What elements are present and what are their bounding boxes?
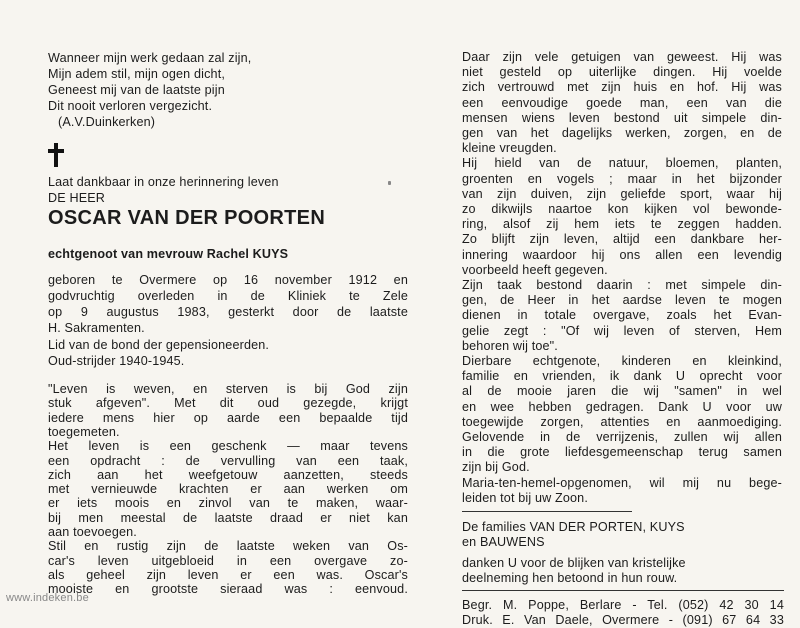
printer-line: Begr. M. Poppe, Berlare - Tel. (052) 42 30 14 bbox=[462, 598, 784, 612]
membership-line: Oud-strijder 1940-1945. bbox=[48, 354, 185, 368]
body-line: Maria-ten-hemel-opgenomen, wil mij nu bege- bbox=[462, 475, 782, 490]
de-heer-label: DE HEER bbox=[48, 191, 106, 205]
membership-line: Lid van de bond der gepensioneerden. bbox=[48, 338, 270, 352]
intro-text: Laat dankbaar in onze herinnering leven bbox=[48, 175, 279, 189]
body-line: toegemeten. bbox=[48, 424, 120, 439]
poem-line: Wanneer mijn werk gedaan zal zijn, bbox=[48, 51, 252, 65]
body-line: een opdracht : de vervulling van een taak, bbox=[48, 453, 408, 468]
body-line: Hij hield van de natuur, bloemen, planten, bbox=[462, 156, 782, 171]
body-line: als geheel zijn leven er een was. Oscar's bbox=[48, 567, 408, 582]
body-line: Dierbare echtgenote, kinderen en kleinkind, bbox=[462, 354, 782, 368]
families-line: en BAUWENS bbox=[462, 535, 545, 549]
families-line: De families VAN DER PORTEN, KUYS bbox=[462, 520, 685, 534]
body-line: innering waardoor hij ons allen een levendig bbox=[462, 247, 782, 262]
thanks-line: danken U voor de blijken van kristelijke bbox=[462, 556, 686, 570]
divider bbox=[462, 511, 632, 512]
body-line: car's leven uitgebloeid in een overgave zo- bbox=[48, 553, 408, 568]
cross-icon bbox=[48, 143, 64, 167]
body-line: aan toevoegen. bbox=[48, 525, 137, 539]
deceased-name: OSCAR VAN DER POORTEN bbox=[48, 207, 326, 229]
body-line: gen, de Heer in het aardse leven te mogen bbox=[462, 293, 782, 308]
poem-line: Dit nooit verloren vergezicht. bbox=[48, 99, 213, 113]
poem-line: Geneest mij van de laatste pijn bbox=[48, 83, 225, 97]
body-line: met vernieuwde krachten er aan werken om bbox=[48, 482, 408, 497]
body-line: zich vertrouwd met zijn huis en hof. Hij was bbox=[462, 80, 782, 95]
body-line: Zijn taak bestond daarin : met simpele din- bbox=[462, 278, 782, 292]
body-line: toegewijde zorgen, attenties en aanmoediging. bbox=[462, 414, 782, 429]
thanks-line: deelneming hen betoond in hun rouw. bbox=[462, 571, 678, 585]
body-line: behoren wij toe". bbox=[462, 338, 558, 353]
body-line: mensen wiens leven bestond uit simpele din- bbox=[462, 110, 782, 125]
body-line: Het leven is een geschenk — maar tevens bbox=[48, 439, 408, 454]
body-line: niet gesteld op uiterlijke dingen. Hij voelde bbox=[462, 65, 782, 80]
body-line: leiden tot bij uw Zoon. bbox=[462, 490, 588, 505]
body-line: iedere mens hier op aarde een bepaalde tijd bbox=[48, 410, 408, 425]
body-line: kleine vreugden. bbox=[462, 141, 557, 156]
birth-death-line: geboren te Overmere op 16 november 1912 en bbox=[48, 273, 408, 287]
body-line: zijn bij God. bbox=[462, 460, 530, 475]
body-line: "Leven is weven, en sterven is bij God zijn bbox=[48, 382, 408, 396]
body-line: familie en vrienden, ik dank U oprecht voor bbox=[462, 369, 782, 384]
body-line: mooiste en grootste sieraad was : eenvoud. bbox=[48, 582, 408, 597]
body-line: Stil en rustig zijn de laatste weken van Os- bbox=[48, 539, 408, 554]
body-line: bij men meestal de laatste draad er niet kan bbox=[48, 510, 408, 525]
body-line: al de mooie jaren die wij "samen" in wel bbox=[462, 384, 782, 399]
body-line: en wee hebben gedragen. Dank U voor uw bbox=[462, 399, 782, 414]
poem-line: Mijn adem stil, mijn ogen dicht, bbox=[48, 67, 225, 81]
birth-death-line: H. Sakramenten. bbox=[48, 321, 145, 335]
body-line: voorbeeld heeft gegeven. bbox=[462, 262, 608, 277]
body-line: zich aan het weefgetouw aanzetten, steeds bbox=[48, 467, 408, 482]
body-line: Zo blijft zijn leven, altijd een dankbare her- bbox=[462, 232, 782, 247]
spouse-line: echtgenoot van mevrouw Rachel KUYS bbox=[48, 247, 289, 261]
body-line: gen van het dagelijks werken, zorgen, en de bbox=[462, 126, 782, 140]
birth-death-line: op 9 augustus 1983, gesterkt door de laatste bbox=[48, 305, 408, 319]
body-line: van zijn duiven, zijn geliefde sport, waar hij bbox=[462, 186, 782, 201]
divider bbox=[462, 590, 784, 591]
body-line: in die grote liefdesgemeenschap terug samen bbox=[462, 445, 782, 460]
body-line: zo dikwijls naartoe kon kijken vol bewonde- bbox=[462, 202, 782, 216]
body-line: gelie zegt : "Of wij leven of sterven, Hem bbox=[462, 323, 782, 338]
watermark: www.indeken.be bbox=[6, 592, 89, 604]
birth-death-line: godvruchtig overleden in de Kliniek te Zele bbox=[48, 289, 408, 303]
printer-line: Druk. E. Van Daele, Overmere - (091) 67 64 33 bbox=[462, 613, 784, 627]
body-line: ring, alsof zij hem iets te zeggen hadden. bbox=[462, 217, 782, 232]
body-line: Daar zijn vele getuigen van geweest. Hij was bbox=[462, 50, 782, 64]
body-line: Gelovende in de verrijzenis, zullen wij allen bbox=[462, 430, 782, 444]
body-line: stuk afgeven". Met dit oud gezegde, krijgt bbox=[48, 396, 408, 411]
body-line: er iets moois en zinvol van te maken, waar- bbox=[48, 496, 408, 511]
poem-author: (A.V.Duinkerken) bbox=[58, 115, 156, 129]
body-line: groenten en vogels ; maar in het bijzonder bbox=[462, 171, 782, 186]
speck-mark bbox=[388, 181, 391, 185]
body-line: dienen in totale overgave, zoals het Evan- bbox=[462, 308, 782, 323]
body-line: een eenvoudige goede man, een van die bbox=[462, 95, 782, 110]
